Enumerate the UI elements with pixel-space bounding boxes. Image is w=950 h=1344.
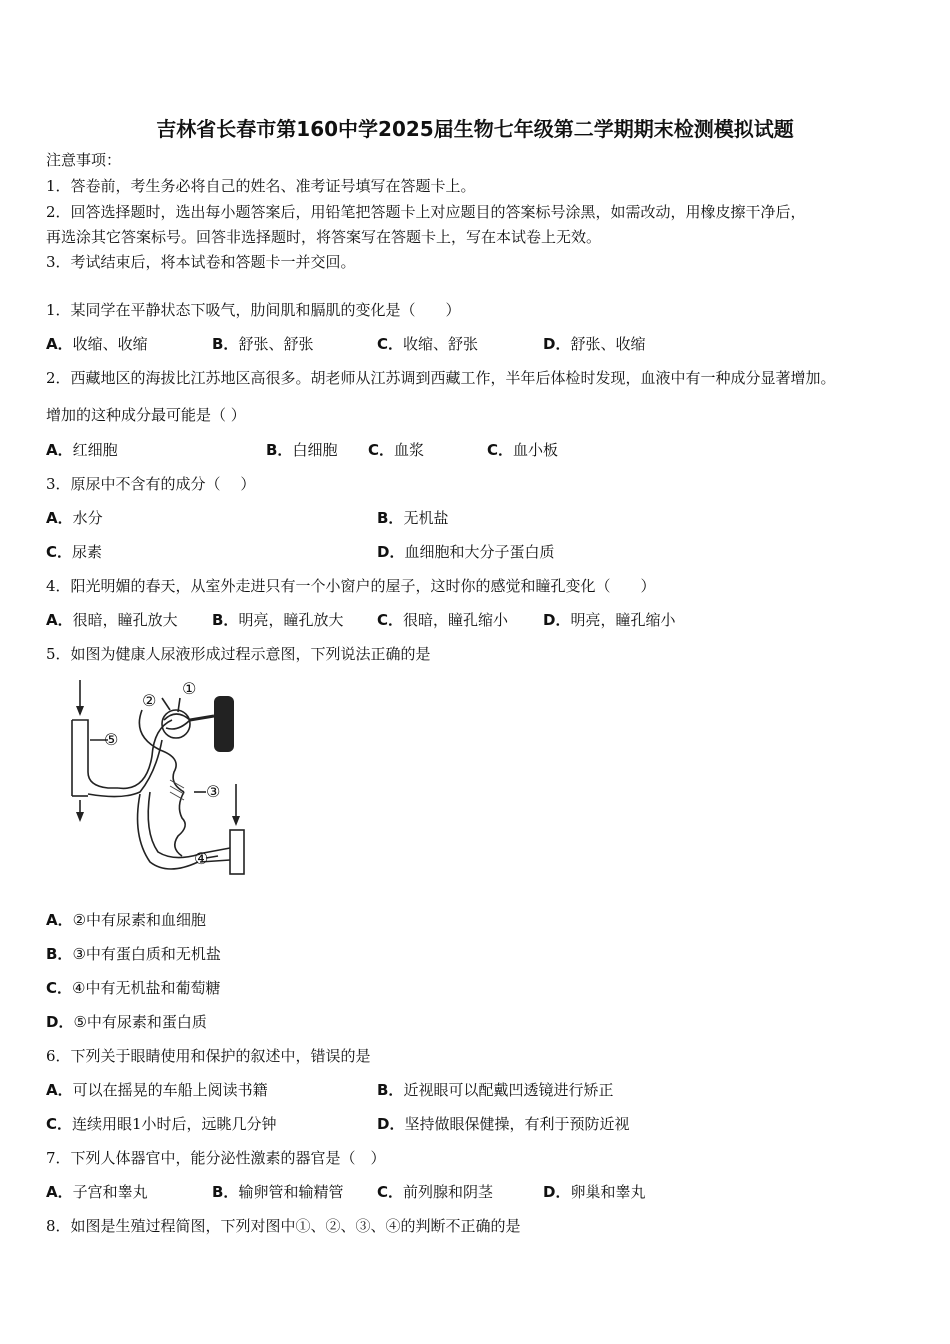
- q7-option-c: [377, 1182, 493, 1202]
- option-label: D．: [543, 335, 571, 353]
- urine-formation-diagram: [58, 676, 260, 880]
- q1-option-d: [543, 334, 645, 354]
- q7-option-a: [46, 1182, 148, 1202]
- q6-option-a: [46, 1080, 268, 1100]
- option-label: A．: [46, 335, 73, 353]
- option-label: B．: [212, 611, 239, 629]
- option-text: 很暗，瞳孔缩小: [403, 611, 509, 629]
- q1-option-b: [212, 334, 313, 354]
- option-text: 近视眼可以配戴凹透镜进行矫正: [403, 1081, 614, 1099]
- question-1-stem: 1．某同学在平静状态下吸气，肋间肌和膈肌的变化是（ ）: [46, 301, 461, 319]
- q3-option-c: [46, 542, 102, 562]
- option-label: A．: [46, 1081, 73, 1099]
- page-title: 吉林省长春市第160中学2025届生物七年级第二学期期末检测模拟试题: [156, 117, 794, 141]
- option-label: B．: [46, 945, 73, 963]
- option-text: 前列腺和阴茎: [403, 1183, 494, 1201]
- option-text: 可以在摇晃的车船上阅读书籍: [72, 1081, 268, 1099]
- q4-option-a: [46, 610, 178, 630]
- question-7-stem: 7．下列人体器官中，能分泌性激素的器官是（ ）: [46, 1149, 386, 1167]
- option-text: 收缩、收缩: [72, 335, 148, 353]
- option-label: A．: [46, 441, 73, 459]
- option-text: 红细胞: [72, 441, 118, 459]
- option-text: 连续用眼1小时后，远眺几分钟: [72, 1115, 277, 1133]
- q5-option-d: [46, 1012, 207, 1032]
- q4-option-b: [212, 610, 343, 630]
- q5-option-b: [46, 944, 221, 964]
- option-text: 明亮，瞳孔放大: [238, 611, 344, 629]
- q3-option-b: [377, 508, 448, 528]
- q5-option-a: [46, 910, 206, 930]
- option-label: C．: [377, 335, 404, 353]
- q2-option-d: [487, 440, 558, 460]
- option-text: 尿素: [72, 543, 103, 561]
- option-text: 明亮，瞳孔缩小: [570, 611, 676, 629]
- q5-option-c: [46, 978, 220, 998]
- option-label: C．: [46, 1115, 73, 1133]
- q3-option-a: [46, 508, 103, 528]
- option-label: A．: [46, 911, 73, 929]
- q4-option-c: [377, 610, 508, 630]
- figure-label-5: ⑤: [104, 730, 119, 749]
- option-label: B．: [377, 1081, 404, 1099]
- option-text: ④中有无机盐和葡萄糖: [72, 979, 221, 997]
- option-label: A．: [46, 611, 73, 629]
- q7-option-b: [212, 1182, 343, 1202]
- option-label: D．: [543, 611, 571, 629]
- option-label: B．: [266, 441, 293, 459]
- option-text: 坚持做眼保健操，有利于预防近视: [404, 1115, 630, 1133]
- q4-option-d: [543, 610, 675, 630]
- option-text: 很暗，瞳孔放大: [72, 611, 178, 629]
- option-label: C．: [368, 441, 395, 459]
- option-label: D．: [377, 543, 405, 561]
- question-6-stem: 6．下列关于眼睛使用和保护的叙述中，错误的是: [46, 1047, 371, 1065]
- notice-item: 2．回答选择题时，选出每小题答案后，用铅笔把答题卡上对应题目的答案标号涂黑，如需改动，用橡皮擦干净后，: [46, 203, 806, 221]
- q6-option-d: [377, 1114, 629, 1134]
- option-text: 血浆: [394, 441, 425, 459]
- option-label: A．: [46, 1183, 73, 1201]
- option-text: 子宫和睾丸: [72, 1183, 148, 1201]
- option-label: B．: [212, 1183, 239, 1201]
- q6-option-b: [377, 1080, 613, 1100]
- q7-option-d: [543, 1182, 645, 1202]
- notice-item: 1．答卷前，考生务必将自己的姓名、准考证号填写在答题卡上。: [46, 177, 476, 195]
- option-label: D．: [46, 1013, 74, 1031]
- option-label: D．: [543, 1183, 571, 1201]
- question-8-stem: 8．如图是生殖过程简图，下列对图中①、②、③、④的判断不正确的是: [46, 1217, 521, 1235]
- option-text: ③中有蛋白质和无机盐: [72, 945, 221, 963]
- q1-option-c: [377, 334, 478, 354]
- option-label: A．: [46, 509, 73, 527]
- notice-item: 再选涂其它答案标号。回答非选择题时，将答案写在答题卡上，写在本试卷上无效。: [46, 228, 602, 246]
- option-text: 卵巢和睾丸: [570, 1183, 646, 1201]
- option-text: 血细胞和大分子蛋白质: [404, 543, 555, 561]
- q2-option-b: [266, 440, 337, 460]
- notice-item: 3．考试结束后，将本试卷和答题卡一并交回。: [46, 253, 356, 271]
- option-label: B．: [212, 335, 239, 353]
- question-3-stem: 3．原尿中不含有的成分（ ）: [46, 475, 256, 493]
- figure-label-1: ①: [182, 679, 197, 698]
- option-label: C．: [377, 1183, 404, 1201]
- option-text: 收缩、舒张: [403, 335, 479, 353]
- q1-option-a: [46, 334, 148, 354]
- option-label: B．: [377, 509, 404, 527]
- q2-option-a: [46, 440, 118, 460]
- option-label: D．: [377, 1115, 405, 1133]
- option-label: C．: [377, 611, 404, 629]
- question-2-stem: 2．西藏地区的海拔比江苏地区高很多。胡老师从江苏调到西藏工作，半年后体检时发现，血液中有一种成分显著增加。: [46, 369, 836, 387]
- option-text: ②中有尿素和血细胞: [72, 911, 207, 929]
- question-2-stem-continued: 增加的这种成分最可能是（ ）: [46, 406, 246, 424]
- option-text: ⑤中有尿素和蛋白质: [73, 1013, 207, 1031]
- option-text: 舒张、收缩: [570, 335, 646, 353]
- question-5-stem: 5．如图为健康人尿液形成过程示意图，下列说法正确的是: [46, 645, 431, 663]
- figure-label-3: ③: [206, 782, 221, 801]
- q6-option-c: [46, 1114, 277, 1134]
- option-label: C．: [46, 979, 73, 997]
- option-label: C．: [487, 441, 514, 459]
- option-text: 水分: [72, 509, 103, 527]
- q3-option-d: [377, 542, 554, 562]
- option-text: 血小板: [513, 441, 559, 459]
- option-label: C．: [46, 543, 73, 561]
- option-text: 白细胞: [292, 441, 338, 459]
- option-text: 输卵管和输精管: [238, 1183, 344, 1201]
- option-text: 无机盐: [403, 509, 449, 527]
- question-4-stem: 4．阳光明媚的春天，从室外走进只有一个小窗户的屋子，这时你的感觉和瞳孔变化（ ）: [46, 577, 656, 595]
- q2-option-c: [368, 440, 424, 460]
- notice-heading: 注意事项：: [46, 151, 122, 169]
- figure-label-2: ②: [142, 691, 157, 710]
- option-text: 舒张、舒张: [238, 335, 314, 353]
- figure-label-4: ④: [194, 849, 209, 868]
